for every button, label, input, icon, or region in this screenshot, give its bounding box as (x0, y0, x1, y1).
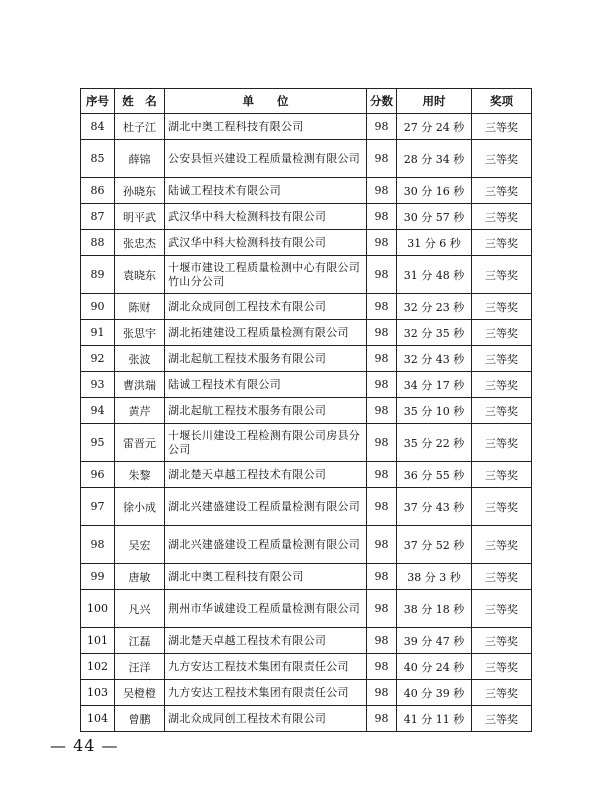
cell-award: 三等奖 (472, 462, 532, 488)
cell-time: 41 分 11 秒 (397, 706, 472, 732)
cell-award: 三等奖 (472, 204, 532, 230)
cell-seq: 98 (81, 526, 115, 564)
cell-seq: 84 (81, 114, 115, 140)
cell-award: 三等奖 (472, 590, 532, 628)
cell-time: 28 分 34 秒 (397, 140, 472, 178)
cell-time: 31 分 48 秒 (397, 256, 472, 294)
cell-time: 37 分 43 秒 (397, 488, 472, 526)
cell-award: 三等奖 (472, 706, 532, 732)
header-seq: 序号 (81, 89, 115, 114)
cell-time: 32 分 35 秒 (397, 320, 472, 346)
cell-score: 98 (367, 680, 397, 706)
cell-time: 38 分 3 秒 (397, 564, 472, 590)
cell-seq: 85 (81, 140, 115, 178)
table-body (81, 114, 532, 732)
cell-unit: 湖北众成同创工程技术有限公司 (165, 706, 367, 732)
table-row (81, 230, 532, 256)
cell-award: 三等奖 (472, 680, 532, 706)
cell-unit: 湖北中奥工程科技有限公司 (165, 114, 367, 140)
cell-score: 98 (367, 654, 397, 680)
table-row (81, 424, 532, 462)
cell-name: 江磊 (115, 628, 165, 654)
cell-unit: 湖北众成同创工程技术有限公司 (165, 294, 367, 320)
cell-name: 明平武 (115, 204, 165, 230)
cell-time: 32 分 43 秒 (397, 346, 472, 372)
cell-seq: 97 (81, 488, 115, 526)
cell-name: 杜子江 (115, 114, 165, 140)
table-row (81, 526, 532, 564)
cell-seq: 100 (81, 590, 115, 628)
cell-seq: 88 (81, 230, 115, 256)
cell-score: 98 (367, 294, 397, 320)
cell-unit: 湖北兴建盛建设工程质量检测有限公司 (165, 488, 367, 526)
cell-name: 曾鹏 (115, 706, 165, 732)
cell-award: 三等奖 (472, 564, 532, 590)
table-row (81, 178, 532, 204)
cell-seq: 104 (81, 706, 115, 732)
cell-award: 三等奖 (472, 424, 532, 462)
cell-award: 三等奖 (472, 488, 532, 526)
cell-seq: 101 (81, 628, 115, 654)
cell-name: 吴宏 (115, 526, 165, 564)
cell-seq: 89 (81, 256, 115, 294)
cell-award: 三等奖 (472, 230, 532, 256)
table-row (81, 654, 532, 680)
cell-name: 雷晋元 (115, 424, 165, 462)
cell-time: 32 分 23 秒 (397, 294, 472, 320)
table-row (81, 294, 532, 320)
cell-score: 98 (367, 230, 397, 256)
table-row (81, 590, 532, 628)
cell-score: 98 (367, 178, 397, 204)
cell-score: 98 (367, 114, 397, 140)
cell-unit: 湖北起航工程技术服务有限公司 (165, 346, 367, 372)
cell-unit: 荆州市华诚建设工程质量检测有限公司 (165, 590, 367, 628)
header-score: 分数 (367, 89, 397, 114)
cell-unit: 湖北拓建建设工程质量检测有限公司 (165, 320, 367, 346)
cell-score: 98 (367, 140, 397, 178)
table-row (81, 398, 532, 424)
table-row (81, 346, 532, 372)
cell-name: 张忠杰 (115, 230, 165, 256)
cell-name: 凡兴 (115, 590, 165, 628)
cell-unit: 湖北兴建盛建设工程质量检测有限公司 (165, 526, 367, 564)
cell-award: 三等奖 (472, 178, 532, 204)
cell-score: 98 (367, 526, 397, 564)
cell-name: 黄芹 (115, 398, 165, 424)
cell-seq: 86 (81, 178, 115, 204)
cell-score: 98 (367, 590, 397, 628)
cell-time: 30 分 57 秒 (397, 204, 472, 230)
cell-score: 98 (367, 204, 397, 230)
cell-score: 98 (367, 256, 397, 294)
cell-award: 三等奖 (472, 114, 532, 140)
cell-unit: 九方安达工程技术集团有限责任公司 (165, 680, 367, 706)
table-row (81, 320, 532, 346)
cell-time: 37 分 52 秒 (397, 526, 472, 564)
cell-seq: 99 (81, 564, 115, 590)
cell-unit: 十堰市建设工程质量检测中心有限公司竹山分公司 (165, 256, 367, 294)
header-name: 姓 名 (115, 89, 165, 114)
cell-seq: 103 (81, 680, 115, 706)
cell-unit: 陆诚工程技术有限公司 (165, 178, 367, 204)
cell-award: 三等奖 (472, 320, 532, 346)
cell-unit: 湖北中奥工程科技有限公司 (165, 564, 367, 590)
cell-award: 三等奖 (472, 628, 532, 654)
cell-award: 三等奖 (472, 294, 532, 320)
cell-score: 98 (367, 424, 397, 462)
cell-score: 98 (367, 398, 397, 424)
table-row (81, 256, 532, 294)
cell-unit: 湖北楚天卓越工程技术有限公司 (165, 628, 367, 654)
cell-seq: 91 (81, 320, 115, 346)
cell-time: 39 分 47 秒 (397, 628, 472, 654)
header-row (81, 89, 532, 114)
cell-name: 曹洪瑞 (115, 372, 165, 398)
cell-name: 张波 (115, 346, 165, 372)
cell-name: 徐小成 (115, 488, 165, 526)
cell-time: 31 分 6 秒 (397, 230, 472, 256)
cell-seq: 90 (81, 294, 115, 320)
cell-name: 吴橙橙 (115, 680, 165, 706)
table-row (81, 564, 532, 590)
cell-time: 30 分 16 秒 (397, 178, 472, 204)
cell-award: 三等奖 (472, 256, 532, 294)
cell-unit: 九方安达工程技术集团有限责任公司 (165, 654, 367, 680)
cell-name: 陈财 (115, 294, 165, 320)
cell-time: 27 分 24 秒 (397, 114, 472, 140)
cell-time: 40 分 39 秒 (397, 680, 472, 706)
cell-award: 三等奖 (472, 654, 532, 680)
cell-seq: 94 (81, 398, 115, 424)
cell-seq: 93 (81, 372, 115, 398)
table-row (81, 680, 532, 706)
cell-score: 98 (367, 564, 397, 590)
cell-unit: 陆诚工程技术有限公司 (165, 372, 367, 398)
cell-name: 汪洋 (115, 654, 165, 680)
cell-unit: 公安县恒兴建设工程质量检测有限公司 (165, 140, 367, 178)
cell-time: 38 分 18 秒 (397, 590, 472, 628)
table-row (81, 462, 532, 488)
cell-unit: 湖北楚天卓越工程技术有限公司 (165, 462, 367, 488)
cell-award: 三等奖 (472, 346, 532, 372)
cell-award: 三等奖 (472, 140, 532, 178)
cell-time: 36 分 55 秒 (397, 462, 472, 488)
cell-time: 35 分 22 秒 (397, 424, 472, 462)
cell-name: 孙晓东 (115, 178, 165, 204)
cell-name: 张思宇 (115, 320, 165, 346)
cell-name: 袁晓东 (115, 256, 165, 294)
table-row (81, 140, 532, 178)
cell-time: 40 分 24 秒 (397, 654, 472, 680)
cell-name: 朱黎 (115, 462, 165, 488)
table-row (81, 114, 532, 140)
cell-seq: 95 (81, 424, 115, 462)
cell-score: 98 (367, 372, 397, 398)
cell-seq: 87 (81, 204, 115, 230)
cell-score: 98 (367, 346, 397, 372)
table-row (81, 488, 532, 526)
cell-seq: 96 (81, 462, 115, 488)
header-time: 用时 (397, 89, 472, 114)
results-table (80, 88, 532, 732)
cell-time: 34 分 17 秒 (397, 372, 472, 398)
header-award: 奖项 (472, 89, 532, 114)
cell-score: 98 (367, 462, 397, 488)
cell-award: 三等奖 (472, 398, 532, 424)
table-row (81, 706, 532, 732)
table-row (81, 372, 532, 398)
cell-score: 98 (367, 706, 397, 732)
cell-time: 35 分 10 秒 (397, 398, 472, 424)
cell-score: 98 (367, 628, 397, 654)
cell-score: 98 (367, 488, 397, 526)
cell-name: 唐敏 (115, 564, 165, 590)
cell-unit: 武汉华中科大检测科技有限公司 (165, 230, 367, 256)
cell-award: 三等奖 (472, 372, 532, 398)
cell-seq: 102 (81, 654, 115, 680)
cell-award: 三等奖 (472, 526, 532, 564)
cell-score: 98 (367, 320, 397, 346)
table-row (81, 204, 532, 230)
cell-unit: 十堰长川建设工程检测有限公司房县分公司 (165, 424, 367, 462)
cell-seq: 92 (81, 346, 115, 372)
table-row (81, 628, 532, 654)
cell-unit: 湖北起航工程技术服务有限公司 (165, 398, 367, 424)
cell-unit: 武汉华中科大检测科技有限公司 (165, 204, 367, 230)
page-number: — 44 — (50, 736, 119, 755)
cell-name: 薛锦 (115, 140, 165, 178)
header-unit: 单 位 (165, 89, 367, 114)
